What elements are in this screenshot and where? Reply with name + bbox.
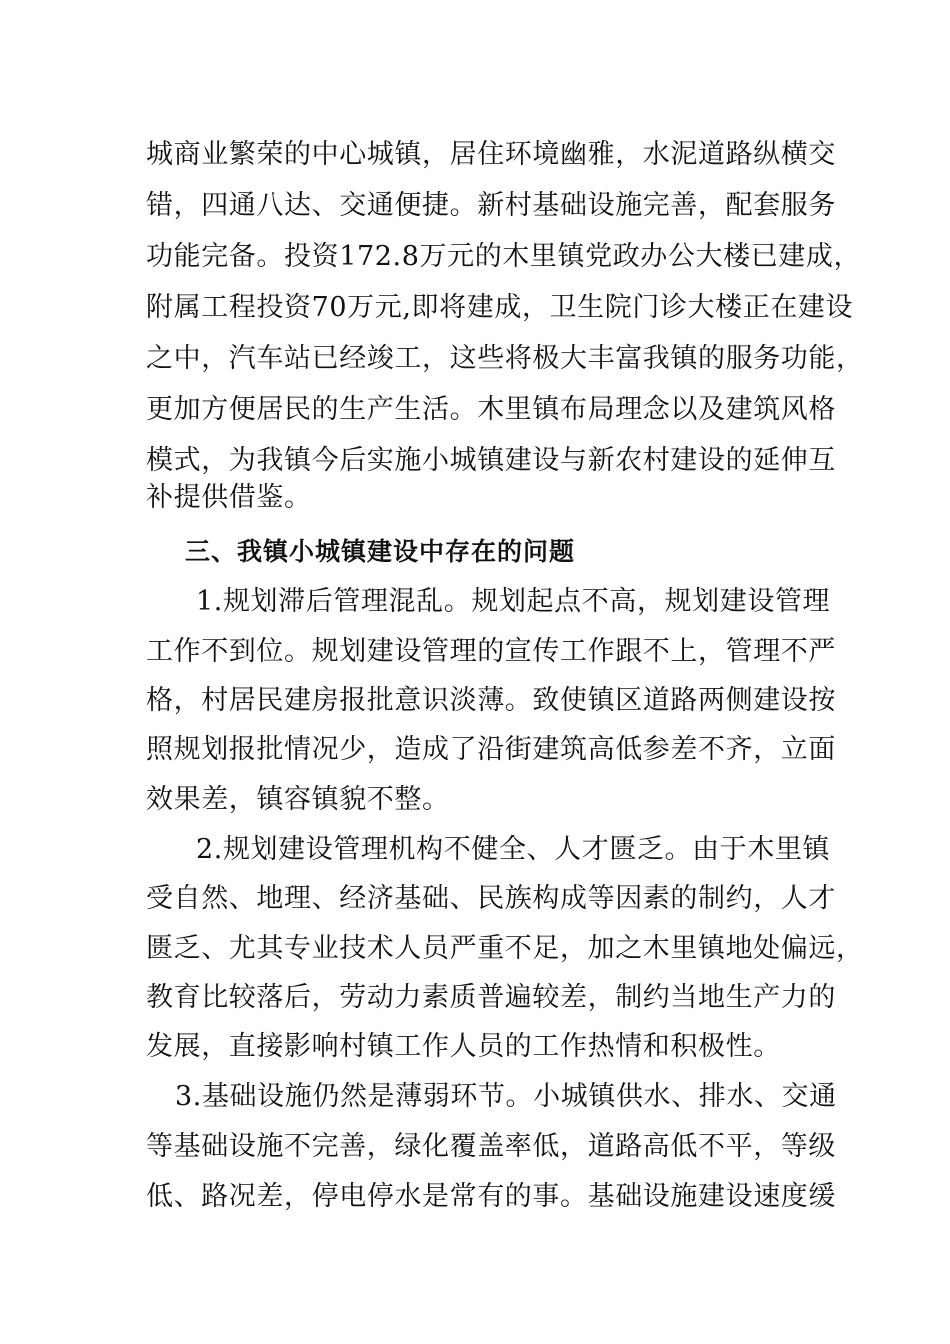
paragraph-line: 照规划报批情况少，造成了沿街建筑高低参差不齐，立面 (146, 734, 836, 765)
paragraph-line: 2.规划建设管理机构不健全、人才匮乏。由于木里镇 (196, 834, 831, 865)
paragraph-line: 1.规划滞后管理混乱。规划起点不高，规划建设管理 (196, 586, 831, 617)
paragraph-line: 更加方便居民的生产生活。木里镇布局理念以及建筑风格 (146, 394, 836, 425)
paragraph-line: 发展，直接影响村镇工作人员的工作热情和积极性。 (146, 1031, 781, 1062)
paragraph-line: 教育比较落后，劳动力素质普遍较差，制约当地生产力的 (146, 982, 836, 1013)
paragraph-line: 附属工程投资70万元,即将建成，卫生院门诊大楼正在建设 (146, 292, 854, 323)
paragraph-line: 城商业繁荣的中心城镇，居住环境幽雅，水泥道路纵横交 (146, 139, 836, 170)
paragraph-line: 工作不到位。规划建设管理的宣传工作跟不上，管理不严 (146, 636, 836, 667)
paragraph-line: 补提供借鉴。 (146, 482, 312, 513)
paragraph-line: 模式，为我镇今后实施小城镇建设与新农村建设的延伸互 (146, 445, 836, 476)
paragraph-line: 等基础设施不完善，绿化覆盖率低，道路高低不平，等级 (146, 1131, 836, 1162)
paragraph-line: 功能完备。投资172.8万元的木里镇党政办公大楼已建成， (146, 241, 862, 272)
paragraph-line: 格，村居民建房报批意识淡薄。致使镇区道路两侧建设按 (146, 685, 836, 716)
paragraph-line: 3.基础设施仍然是薄弱环节。小城镇供水、排水、交通 (175, 1081, 837, 1112)
paragraph-line: 效果差，镇容镇貌不整。 (146, 784, 450, 815)
section-heading: 三、我镇小城镇建设中存在的问题 (185, 537, 576, 566)
paragraph-line: 低、路况差，停电停水是常有的事。基础设施建设速度缓 (146, 1181, 836, 1212)
paragraph-line: 之中，汽车站已经竣工，这些将极大丰富我镇的服务功能， (146, 343, 864, 374)
paragraph-line: 错，四通八达、交通便捷。新村基础设施完善，配套服务 (146, 190, 836, 221)
paragraph-line: 受自然、地理、经济基础、民族构成等因素的制约，人才 (146, 883, 836, 914)
paragraph-line: 匮乏、尤其专业技术人员严重不足，加之木里镇地处偏远， (146, 933, 864, 964)
